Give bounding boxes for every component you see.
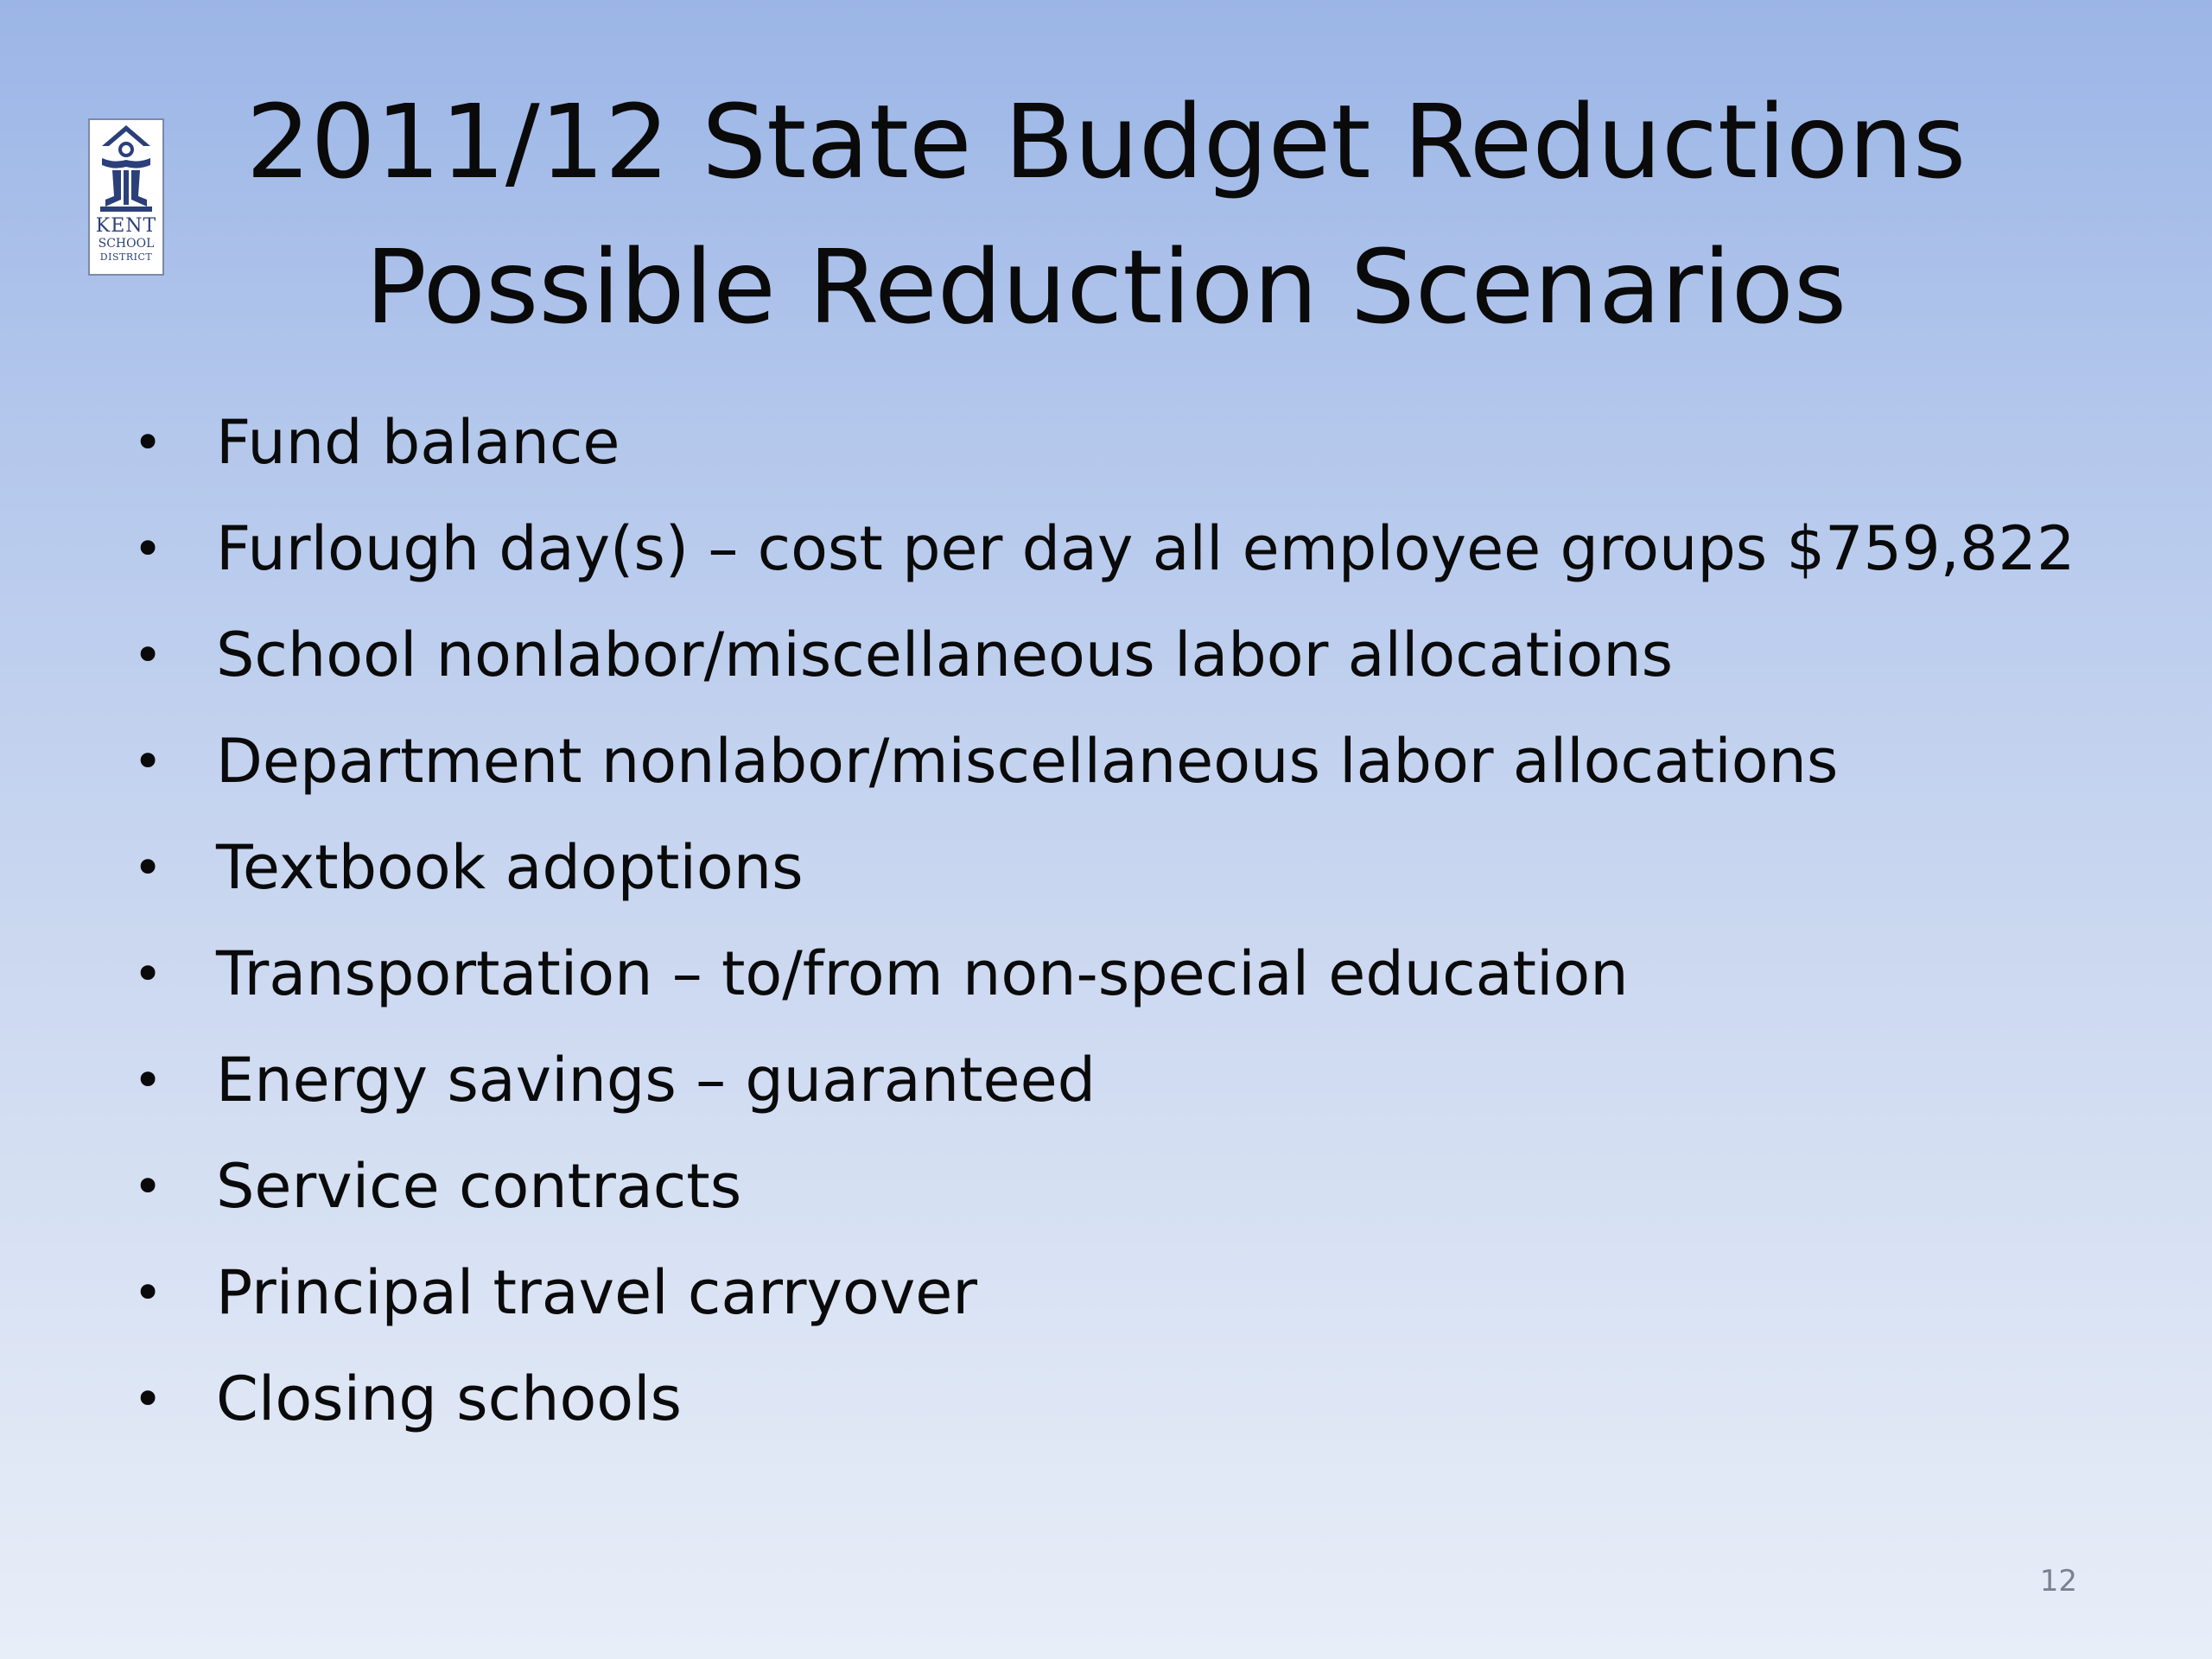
bullet-text: Furlough day(s) – cost per day all employee groups $759,822 — [216, 513, 2075, 584]
bullet-dot: • — [133, 626, 163, 684]
kent-school-district-logo-icon — [90, 120, 162, 215]
bullet-text: School nonlabor/miscellaneous labor allocations — [216, 620, 1674, 690]
bullet-dot: • — [133, 519, 163, 578]
bullet-dot: • — [133, 413, 163, 472]
bullet-text: Textbook adoptions — [216, 832, 804, 903]
bullet-dot: • — [133, 944, 163, 1003]
slide-title-line-2: Possible Reduction Scenarios — [365, 227, 1847, 346]
logo-kent-text: KENT — [95, 215, 157, 237]
bullet-dot: • — [133, 1157, 163, 1216]
bullet-text: Energy savings – guaranteed — [216, 1045, 1096, 1116]
page-number: 12 — [2039, 1564, 2077, 1599]
slide-title-line-1: 2011/12 State Budget Reductions — [245, 82, 1967, 201]
bullet-dot: • — [133, 1370, 163, 1428]
kent-school-district-logo — [88, 118, 164, 276]
bullet-text: Department nonlabor/miscellaneous labor allocations — [216, 726, 1839, 797]
logo-district-text: DISTRICT — [99, 251, 153, 263]
bullet-dot: • — [133, 1051, 163, 1109]
bullet-text: Principal travel carryover — [216, 1257, 978, 1328]
bullet-dot: • — [133, 838, 163, 897]
bullet-text: Transportation – to/from non-special education — [216, 938, 1629, 1009]
bullet-dot: • — [133, 1263, 163, 1322]
slide-title — [199, 69, 2013, 359]
bullet-text: Closing schools — [216, 1363, 683, 1434]
bullet-dot: • — [133, 732, 163, 791]
bullet-text: Fund balance — [216, 407, 620, 478]
logo-school-text: SCHOOL — [98, 237, 155, 251]
bullet-text: Service contracts — [216, 1151, 742, 1222]
